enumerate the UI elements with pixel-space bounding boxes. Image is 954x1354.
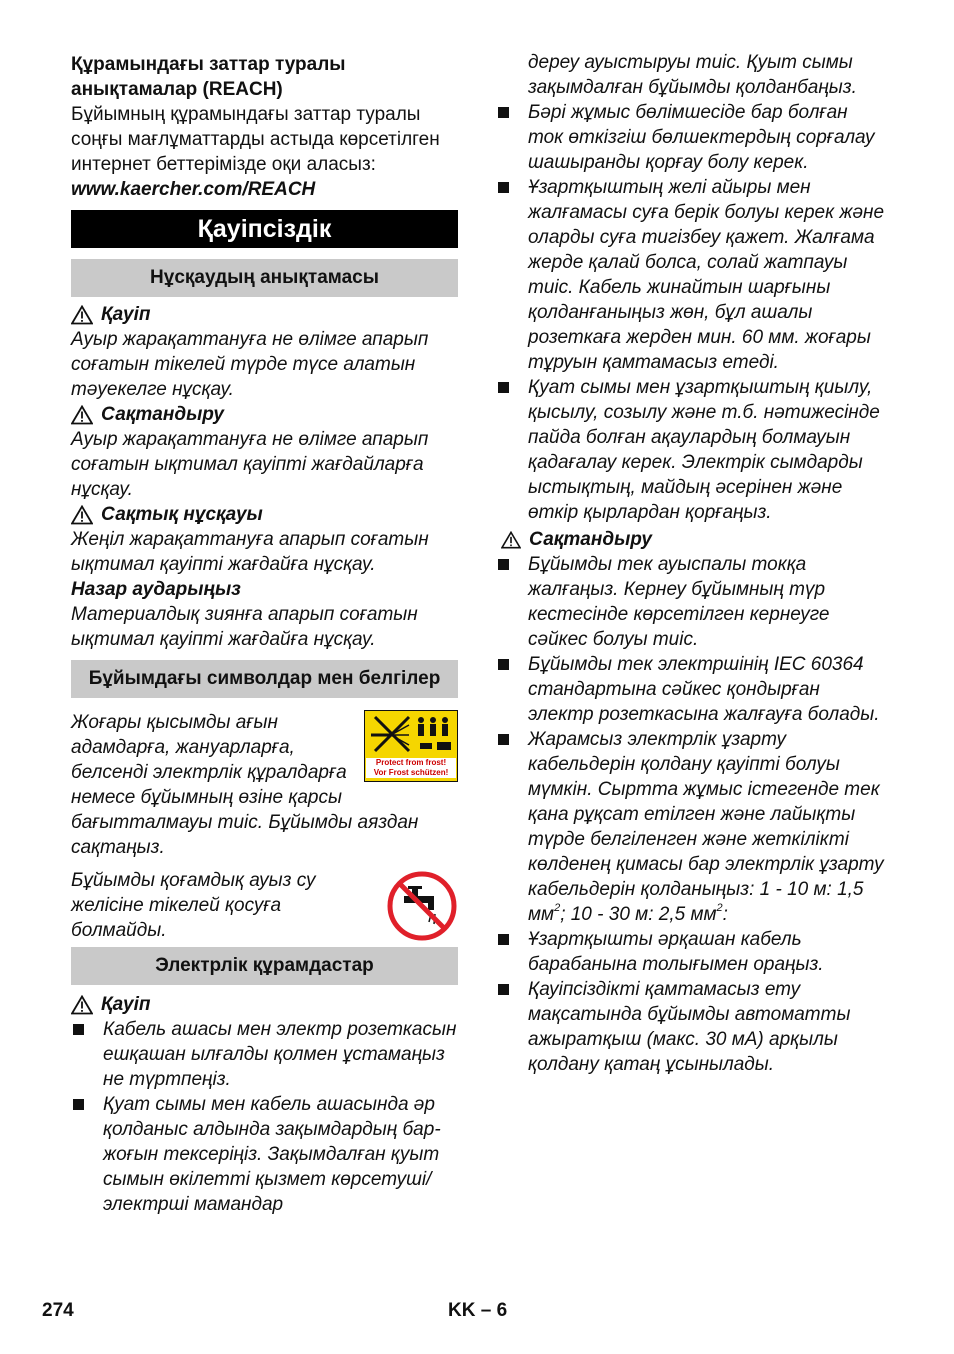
electrical-list-b <box>496 552 888 1077</box>
electrical-list-a <box>496 100 888 525</box>
list-item: Қуат сымы мен кабель ашасында әр қолданыс алдында зақымдардың бар-жоғын тексеріңіз. Зақымдалған қуыт сымын өкілетті қызмет көрсетуші/электрші мамандар <box>71 1092 458 1217</box>
water-warning-block <box>71 868 458 943</box>
no-drinking-water-connection-icon <box>386 870 458 942</box>
frost-label-2: Vor Frost schützen! <box>366 768 456 778</box>
warning-label: Сақтандыру <box>101 404 224 425</box>
cable-text: Жарамсыз электрлік ұзарту кабельдерін қолдану қауіпті болуы мүмкін. Сыртта жұмыс істегенде тек қана рұқсат етілген және лайықты түрде белгіленген және жеткілікті көлденең қимасы бар электрлік ұзарту кабельдерін қолданыңыз: 1 - 10 м: 1,5 мм <box>528 729 884 925</box>
high-pressure-warning-icon <box>365 711 457 757</box>
elec-danger-label: Қауіп <box>101 994 151 1015</box>
reach-title: Құрамындағы заттар туралы анықтамалар (REACH) <box>71 54 346 100</box>
warning-triangle-icon <box>71 995 93 1015</box>
reach-url[interactable]: www.kaercher.com/REACH <box>71 179 316 200</box>
electrical-heading: Электрлік құрамдастар <box>71 947 458 985</box>
elec-danger-label-row <box>71 992 458 1017</box>
list-item-cable-sizes <box>496 727 888 927</box>
left-column <box>71 50 458 1217</box>
jet-warning-block <box>71 710 458 860</box>
warning-triangle-icon <box>71 405 93 425</box>
caution-text: Жеңіл жарақаттануға апарып соғатын ықтимал қауіпті жағдайға нұсқау. <box>71 529 429 575</box>
instructions-heading: Нұсқаудың анықтамасы <box>71 259 458 297</box>
water-text: Бұйымды қоғамдық ауыз су желісіне тікелей қосуға болмайды. <box>71 870 316 941</box>
danger-label-row <box>71 302 458 327</box>
caution-label: Сақтық нұсқауы <box>101 504 263 525</box>
list-item: Ұзартқышты әрқашан кабель барабанына толығымен ораңыз. <box>496 927 888 977</box>
safety-heading: Қауіпсіздік <box>71 210 458 248</box>
warning-triangle-icon <box>71 505 93 525</box>
page-code: KK – 6 <box>448 1300 508 1321</box>
symbols-heading: Бұйымдағы символдар мен белгілер <box>71 660 458 698</box>
list-item: Кабель ашасы мен электр розеткасын ешқашан ылғалды қолмен ұстамаңыз не түртпеңіз. <box>71 1017 458 1092</box>
cable-sup-2: 2 <box>716 902 723 914</box>
attention-text: Материалдық зиянға апарып соғатын ықтимал қауіпті жағдайға нұсқау. <box>71 604 418 650</box>
danger-text: Ауыр жарақаттануға не өлімге апарып соғатын тікелей түрде түсе алатын тәуекелге нұсқау. <box>71 329 429 400</box>
list-item: Қуат сымы мен ұзартқыштың қиылу, қысылу, созылу және т.б. нәтижесінде пайда болған ақаулардың болмауын қадағалау керек. Электрік сымдарды ыстықтың, майдың әсерінен және өткір қырлардан қорғаңыз. <box>496 375 888 525</box>
frost-label-1: Protect from frost! <box>366 758 456 768</box>
reach-body: Бұйымның құрамындағы заттар туралы соңғы мағлұматтарды астыда көрсетілген интернет беттерімізде оқи аласыз: <box>71 104 440 175</box>
cable-end: : <box>722 904 728 925</box>
list-item: Қауіпсіздікті қамтамасыз ету мақсатында бұйымды автоматты ажыратқыш (макс. 30 мА) арқылы қолдану қатаң ұсынылады. <box>496 977 888 1077</box>
page-number: 274 <box>42 1300 74 1321</box>
warning-text: Ауыр жарақаттануға не өлімге апарып соғатын ықтимал қауіпті жағдайларға нұсқау. <box>71 429 429 500</box>
continuation-text: дереу ауыстыруы тиіс. Қуыт сымы зақымдалған бұйымды қолданбаңыз. <box>528 52 857 98</box>
right-warning-label: Сақтандыру <box>529 529 652 550</box>
list-item: Бұйымды тек ауыспалы токқа жалғаңыз. Кернеу бұйымның түр кестесінде көрсетілген кернеуге сәйкес болуы тиіс. <box>496 552 888 652</box>
cable-mid: ; 10 - 30 м: 2,5 мм <box>560 904 717 925</box>
warning-triangle-icon <box>71 305 93 325</box>
cable-sup-1: 2 <box>554 902 561 914</box>
warning-label-row <box>71 402 458 427</box>
list-item: Бәрі жұмыс бөлімшесіде бар болған ток өткізгіш бөлшектердың сорғалау шашыранды қорғау болу керек. <box>496 100 888 175</box>
warning-triangle-icon <box>501 531 521 549</box>
frost-sign <box>364 710 458 782</box>
right-warning-label-row <box>496 527 888 552</box>
caution-label-row <box>71 502 458 527</box>
jet-text: Жоғары қысымды ағын адамдарға, жануарларға, белсенді электрлік құралдарға немесе бұйымның өзіне қарсы бағытталмауы тиіс. Бұйымды аяздан сақтаңыз. <box>71 712 419 858</box>
electrical-danger-list <box>71 1017 458 1217</box>
danger-label: Қауіп <box>101 304 151 325</box>
list-item: Ұзартқыштың желі айыры мен жалғамасы суға берік болуы керек және оларды суға тигізбеу қажет. Жалғама жерде қалай болса, солай жатпауы тиіс. Кабель жинайтын шарғыны қолданғаныңыз жөн, бұл ашалы розеткаға жерден мин. 60 мм. жоғары тұруын қамтамасыз етеді. <box>496 175 888 375</box>
attention-label: Назар аударыңыз <box>71 579 241 600</box>
right-column <box>496 50 888 1077</box>
list-item: Бұйымды тек электршінің IEC 60364 стандартына сәйкес қондырған электр розеткасына жалғауға болады. <box>496 652 888 727</box>
